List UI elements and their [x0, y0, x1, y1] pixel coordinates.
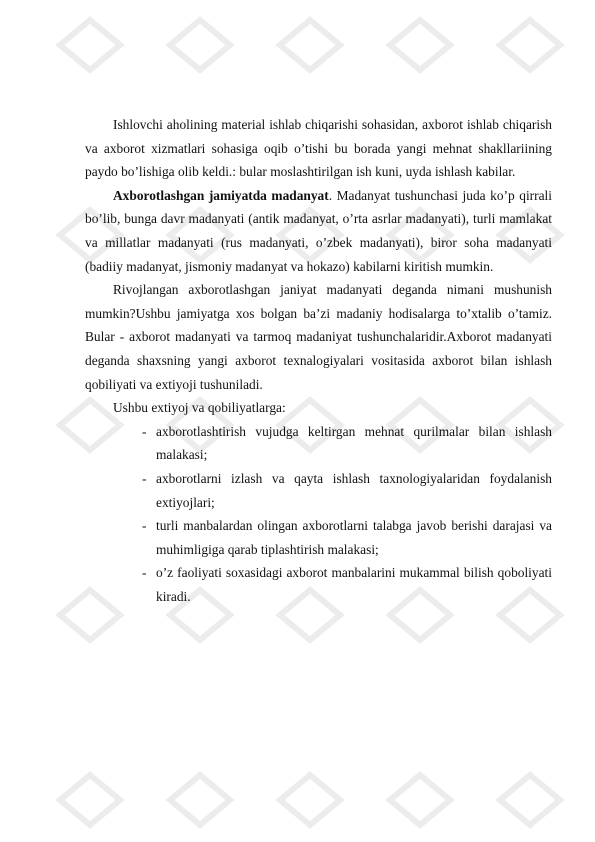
- bullet-list: [85, 420, 552, 609]
- diamond-watermark-icon: [280, 20, 340, 70]
- diamond-watermark-icon: [500, 775, 560, 825]
- diamond-watermark-icon: [170, 775, 230, 825]
- paragraph-heading: Axborotlashgan jamiyatda madanyat: [113, 187, 329, 203]
- list-item-text: axborotlashtirish vujudga keltirgan mehnat qurilmalar bilan ishlash malakasi;: [156, 423, 552, 463]
- diamond-watermark-icon: [170, 20, 230, 70]
- dash-bullet: -: [142, 423, 147, 439]
- paragraph: [85, 278, 552, 396]
- diamond-watermark-icon: [60, 20, 120, 70]
- list-intro: [85, 396, 552, 420]
- paragraph: [85, 184, 552, 278]
- dash-bullet: -: [142, 518, 147, 534]
- list-item: [85, 561, 552, 608]
- paragraph-text: Ushbu extiyoj va qobiliyatlarga:: [113, 400, 286, 416]
- dash-bullet: -: [142, 565, 147, 581]
- diamond-watermark-icon: [390, 775, 450, 825]
- diamond-watermark-icon: [390, 20, 450, 70]
- list-item: [85, 467, 552, 514]
- dash-bullet: -: [142, 470, 147, 486]
- paragraph-text: Ishlovchi aholining material ishlab chiqarishi sohasidan, axborot ishlab chiqarish va axborot xizmatlari sohasiga oqib o’tishi bu borada yangi mehnat shakllariining paydo bo’lishiga olib keldi.: bular moslashtirilgan ish kuni, uyda ishlash kabilar.: [85, 117, 552, 180]
- list-item: [85, 514, 552, 561]
- diamond-watermark-icon: [280, 775, 340, 825]
- diamond-watermark-icon: [60, 775, 120, 825]
- list-item-text: o’z faoliyati soxasidagi axborot manbalarini mukammal bilish qoboliyati kiradi.: [156, 565, 552, 604]
- paragraph-text: . Madanyat tushunchasi juda ko’p qirrali bo’lib, bunga davr madanyati (antik madanyat, o’rta asrlar madanyati), turli mamlakat va millatlar madanyati (rus madanyati, o’zbek madanyati), biror soha madanyati (badiiy madanyat, jismoniy madanyat va hokazo) kabilarni kiritish mumkin.: [85, 187, 552, 274]
- document-body: [85, 113, 552, 608]
- list-item: [85, 420, 552, 467]
- diamond-watermark-icon: [500, 20, 560, 70]
- list-item-text: turli manbalardan olingan axborotlarni talabga javob berishi darajasi va muhimligiga qarab tiplashtirish malakasi;: [156, 518, 552, 557]
- paragraph-text: Rivojlangan axborotlashgan janiyat madanyati deganda nimani mushunish mumkin?Ushbu jamiyatga xos bolgan ba’zi madaniy hodisalarga to’xtalib o’tamiz. Bular - axborot madanyati va tarmoq madaniyat tushunchalaridir.Axborot madanyati deganda shaxsning yangi axborot texnalogiyalari vositasida axborot bilan ishlash qobiliyati va extiyoji tushuniladi.: [85, 282, 552, 392]
- paragraph: [85, 113, 552, 184]
- list-item-text: axborotlarni izlash va qayta ishlash taxnologiyalaridan foydalanish extiyojlari;: [156, 470, 552, 510]
